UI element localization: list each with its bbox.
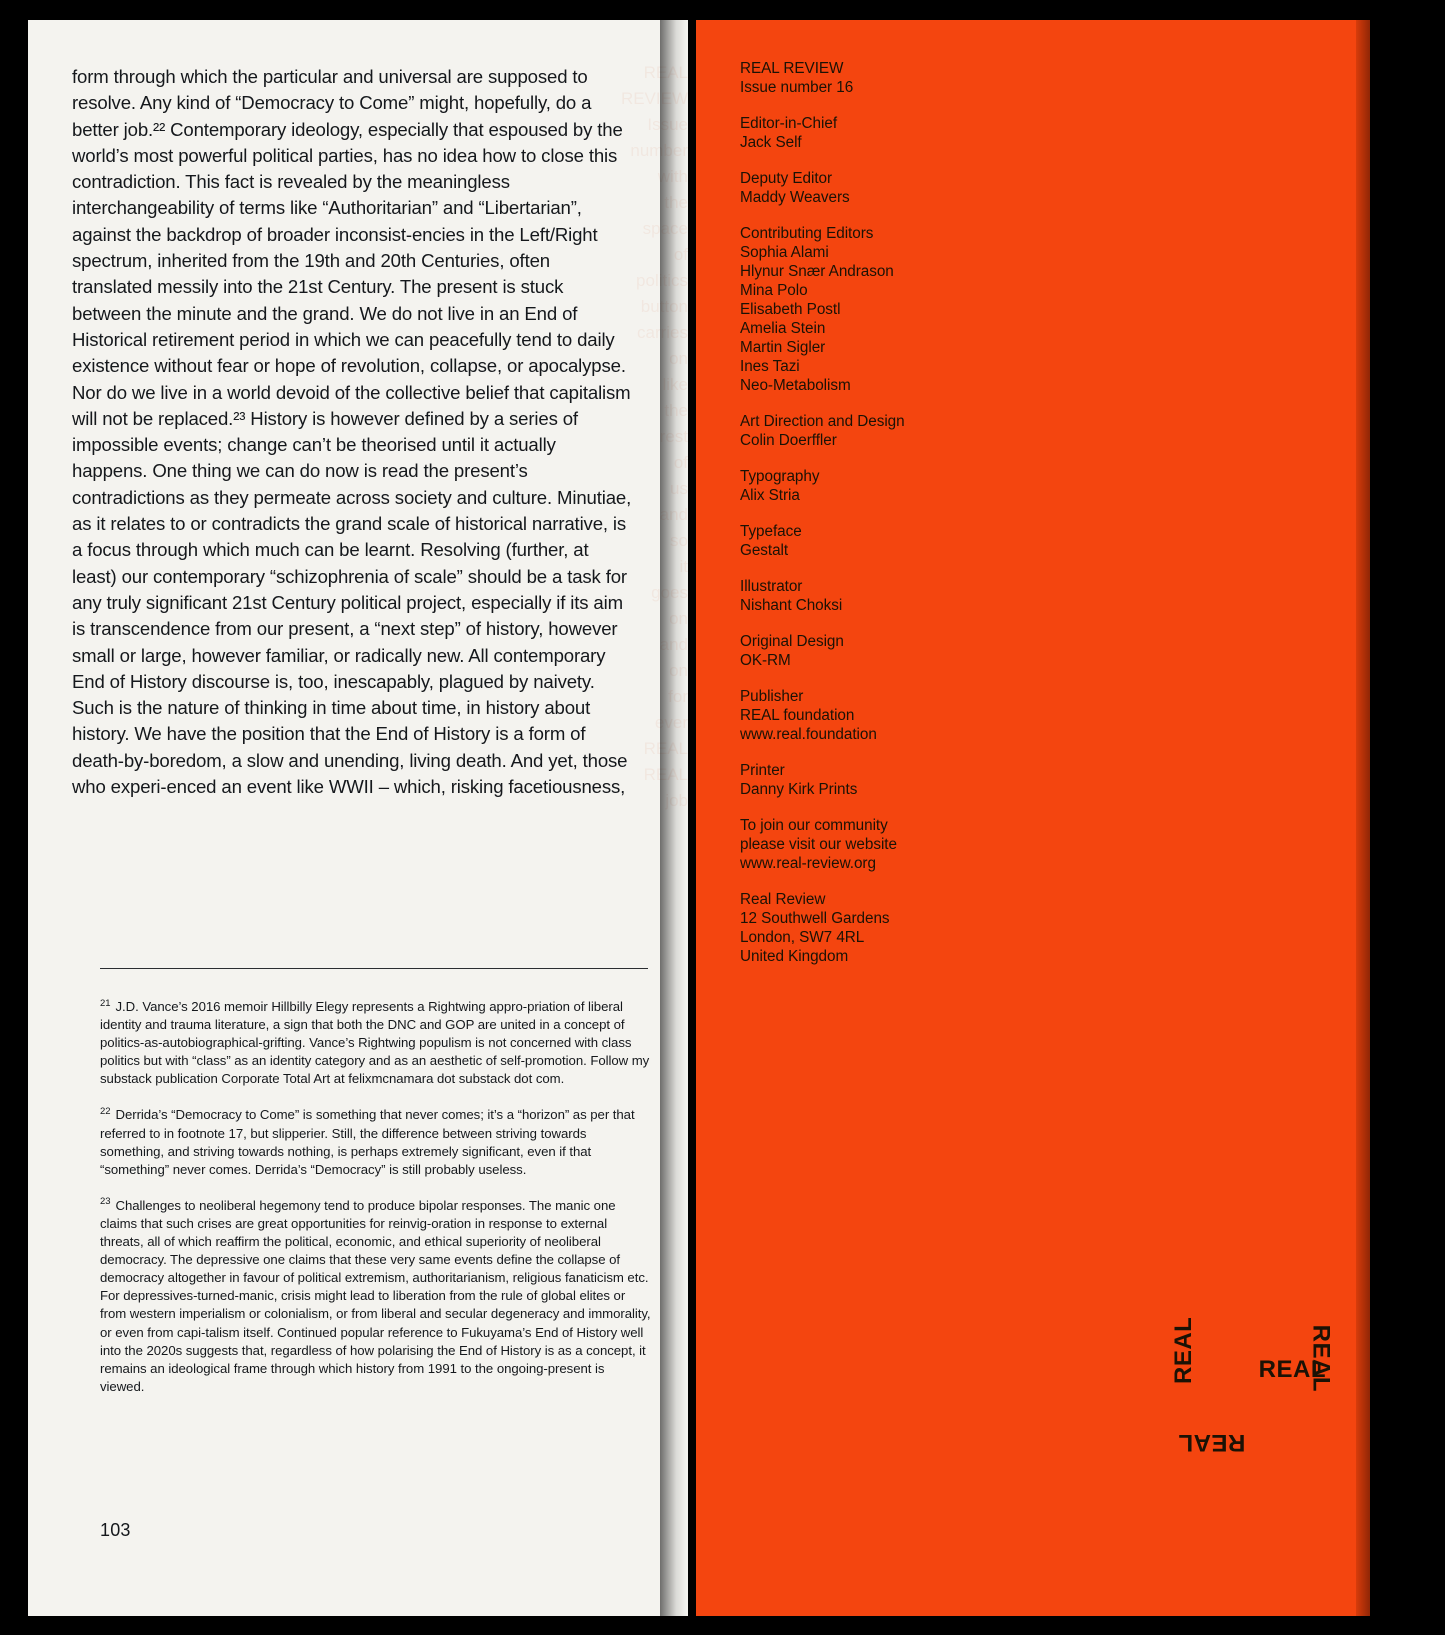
footnote-text: J.D. Vance’s 2016 memoir Hillbilly Elegy represents a Rightwing appro-priation of liberal identity and trauma literature, a sign that both the DNC and GOP are united in a concept of politics-as-autobiographical-grifting. Vance’s Rightwing populism is not concerned with class politics but with “class” as an identity category and as an aesthetic of self-promotion. Follow my substack publication Corporate Total Art at felixmcnamara dot substack dot com. — [100, 999, 653, 1087]
colophon-value: Hlynur Snær Andrason — [740, 263, 894, 280]
colophon-block-typography — [740, 467, 1140, 505]
colophon-block-typeface — [740, 522, 1140, 560]
colophon-value: please visit our website — [740, 836, 897, 853]
colophon-value: Maddy Weavers — [740, 189, 850, 206]
colophon-label: Deputy Editor — [740, 170, 833, 187]
real-logo-word-left: REAL — [1170, 1316, 1197, 1384]
colophon-value: Neo-Metabolism — [740, 377, 851, 394]
colophon-value-url[interactable]: www.real.foundation — [740, 726, 877, 743]
colophon-value: Sophia Alami — [740, 244, 829, 261]
footnote-number: 23 — [100, 1196, 111, 1208]
real-logo-word-top: REAL — [1258, 1356, 1326, 1383]
colophon-label: Printer — [740, 762, 785, 779]
colophon-value: Colin Doerffler — [740, 432, 837, 449]
footnote-number: 22 — [100, 1106, 111, 1118]
footnote-number: 21 — [100, 997, 111, 1009]
footnote-item — [100, 1106, 652, 1178]
colophon-label: Contributing Editors — [740, 225, 874, 242]
footnotes — [100, 997, 655, 1414]
colophon-label: Publisher — [740, 688, 804, 705]
footnote-divider — [100, 968, 648, 969]
colophon-value: United Kingdom — [740, 948, 849, 965]
colophon-value: REAL foundation — [740, 707, 855, 724]
colophon-label: Typography — [740, 468, 820, 485]
colophon-label: Typeface — [740, 523, 802, 540]
colophon-label: Art Direction and Design — [740, 413, 905, 430]
colophon-block-community — [740, 816, 1140, 873]
colophon-label: To join our community — [740, 817, 888, 834]
colophon-block-contributing-editors — [740, 224, 1140, 395]
colophon-list — [740, 59, 1140, 983]
colophon-value: Gestalt — [740, 542, 789, 559]
colophon-value: Issue number 16 — [740, 79, 854, 96]
colophon-value: OK-RM — [740, 652, 791, 669]
colophon-value: Martin Sigler — [740, 339, 826, 356]
colophon-value: Alix Stria — [740, 487, 800, 504]
colophon-block-art-direction — [740, 412, 1140, 450]
colophon-label: REAL REVIEW — [740, 60, 844, 77]
colophon-value: Elisabeth Postl — [740, 301, 841, 318]
footnote-item — [100, 998, 652, 1088]
footnote-item — [100, 1196, 655, 1396]
real-logo-word-right: REAL — [1307, 1324, 1334, 1392]
page-showthrough: REAL REVIEW Issue number with the space of politics button carries on like the rest of us and so it goes on and on for ever REAL REAL job — [620, 63, 688, 810]
real-logo-mark — [1170, 1316, 1334, 1486]
left-page — [28, 20, 688, 1616]
colophon-value: London, SW7 4RL — [740, 929, 865, 946]
colophon-block-editor-in-chief — [740, 114, 1140, 152]
colophon-value: Jack Self — [740, 134, 802, 151]
colophon-block-original-design — [740, 632, 1140, 670]
body-text: form through which the particular and universal are supposed to resolve. Any kind of “Democracy to Come” might, hopefully, do a better job.²² Contemporary ideology, especially that espoused by the world’s most powerful political parties, has no idea how to close this contradiction. This fact is revealed by the meaningless interchangeability of terms like “Authoritarian” and “Libertarian”, against the backdrop of broader inconsist-encies in the Left/Right spectrum, inherited from the 19th and 20th Centuries, often translated messily into the 21st Century. The present is stuck between the minute and the grand. We do not live in an End of Historical retirement period in which we can peacefully tend to daily existence without fear or hope of revolution, collapse, or apocalypse. Nor do we live in a world devoid of the collective belief that capitalism will not be replaced.²³ History is however defined by a series of impossible events; change can’t be theorised until it actually happens. One thing we can do now is read the present’s contradictions as they permeate across society and culture. Minutiae, as it relates to or contradicts the grand scale of historical narrative, is a focus through which much can be learnt. Resolving (further, at least) our contemporary “schizophrenia of scale” should be a task for any truly significant 21st Century political project, especially if its aim is transcendence from our present, a “next step” of history, however small or large, however familiar, or radically new. All contemporary End of History discourse is, too, inescapably, plagued by naivety. Such is the nature of thinking in time about time, in history about history. We have the position that the End of History is a form of death-by-boredom, a slow and unending, living death. And yet, those who experi-enced an event like WWII – which, risking facetiousness, — [72, 66, 637, 798]
colophon-label: Editor-in-Chief — [740, 115, 838, 132]
right-page-colophon — [696, 20, 1356, 1616]
colophon-value: Danny Kirk Prints — [740, 781, 858, 798]
colophon-block-illustrator — [740, 577, 1140, 615]
footnote-text: Derrida’s “Democracy to Come” is something that never comes; it’s a “horizon” as per that referred to in footnote 17, but slipperier. Still, the difference between striving towards something, and striving towards nothing, is perhaps extremely significant, even if that “something” never comes. Derrida’s “Democracy” is still probably useless. — [100, 1107, 639, 1177]
left-page-content — [72, 64, 637, 800]
colophon-value: 12 Southwell Gardens — [740, 910, 890, 927]
page-number: 103 — [100, 1520, 131, 1540]
colophon-block-printer — [740, 761, 1140, 799]
colophon-block-deputy-editor — [740, 169, 1140, 207]
colophon-label: Illustrator — [740, 578, 803, 595]
colophon-value: Ines Tazi — [740, 358, 800, 375]
colophon-block-publisher — [740, 687, 1140, 744]
page-edge — [1356, 20, 1370, 1616]
colophon-label: Real Review — [740, 891, 826, 908]
colophon-value-url[interactable]: www.real-review.org — [740, 855, 876, 872]
colophon-label: Original Design — [740, 633, 844, 650]
footnote-text: Challenges to neoliberal hegemony tend to produce bipolar responses. The manic one claims that such crises are great opportunities for reinvig-oration in response to external threats, all of which reaffirm the political, economic, and ethical superiority of neoliberal democracy. The depressive one claims that these very same events define the collapse of democracy altogether in favour of political extremism, authoritarianism, religious fanaticism etc. For depressives-turned-manic, crisis might lead to liberation from the rule of global elites or from western imperialism or colonialism, or from liberal and secular degeneracy and immorality, or even from capi-talism itself. Continued popular reference to Fukuyama’s End of History well into the 2020s suggests that, regardless of how polarising the End of History is as a concept, it remains an ideological frame through which history from 1991 to the ongoing-present is viewed. — [100, 1197, 655, 1394]
colophon-value: Nishant Choksi — [740, 597, 843, 614]
real-logo-word-bottom: REAL — [1178, 1429, 1246, 1456]
colophon-value: Mina Polo — [740, 282, 808, 299]
colophon-value: Amelia Stein — [740, 320, 826, 337]
colophon-block-address — [740, 890, 1140, 966]
colophon-block-masthead — [740, 59, 1140, 97]
